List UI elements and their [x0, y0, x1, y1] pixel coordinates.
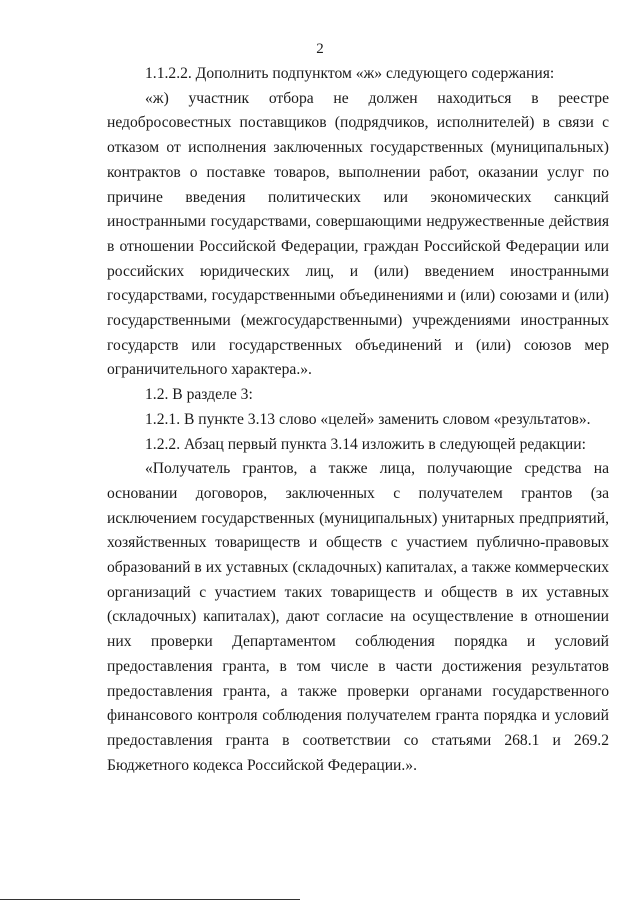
page-number: 2	[316, 41, 324, 57]
document-body	[107, 62, 609, 778]
paragraph-section-1-2: 1.2. В разделе 3:	[145, 386, 253, 404]
paragraph-item-1-2-2: 1.2.2. Абзац первый пункта 3.14 изложить в следующей редакции:	[145, 435, 586, 453]
paragraph-clause-3-14: «Получатель грантов, а также лица, получающие средства на основании договоров, заключенных с получателем грантов (за исключением государственных (муниципальных) унитарных предприятий, хозяйственных товариществ и обществ с участием публично-правовых образований в их уставных (складочных) капиталах, а также коммерческих организаций с участием таких товариществ и обществ в их уставных (складочных) капиталах), дают согласие на осуществление в отношении них проверки Департаментом соблюдения порядка и условий предоставления гранта, в том числе в части достижения результатов предоставления гранта, а также проверки органами государственного финансового контроля соблюдения получателем гранта порядка и условий предоставления гранта в соответствии со статьями 268.1 и 269.2 Бюджетного кодекса Российской Федерации.».	[107, 460, 609, 774]
paragraph-subitem-zh: «ж) участник отбора не должен находиться в реестре недобросовестных поставщиков (подрядчиков, исполнителей) в связи с отказом от исполнения заключенных государственных (муниципальных) контрактов о поставке товаров, выполнении работ, оказании услуг по причине введения политических или экономических санкций иностранными государствами, совершающими недружественные действия в отношении Российской Федерации, граждан Российской Федерации или российских юридических лиц, и (или) введением иностранными государствами, государственными объединениями и (или) союзами и (или) государственными (межгосударственными) учреждениями иностранных государств или государственных объединений и (или) союзов мер ограничительного характера.».	[107, 89, 609, 379]
paragraph-item-1-1-2-2: 1.1.2.2. Дополнить подпунктом «ж» следующего содержания:	[145, 65, 555, 82]
paragraph-item-1-2-1: 1.2.1. В пункте 3.13 слово «целей» заменить словом «результатов».	[145, 410, 591, 428]
footer-divider	[0, 899, 300, 900]
